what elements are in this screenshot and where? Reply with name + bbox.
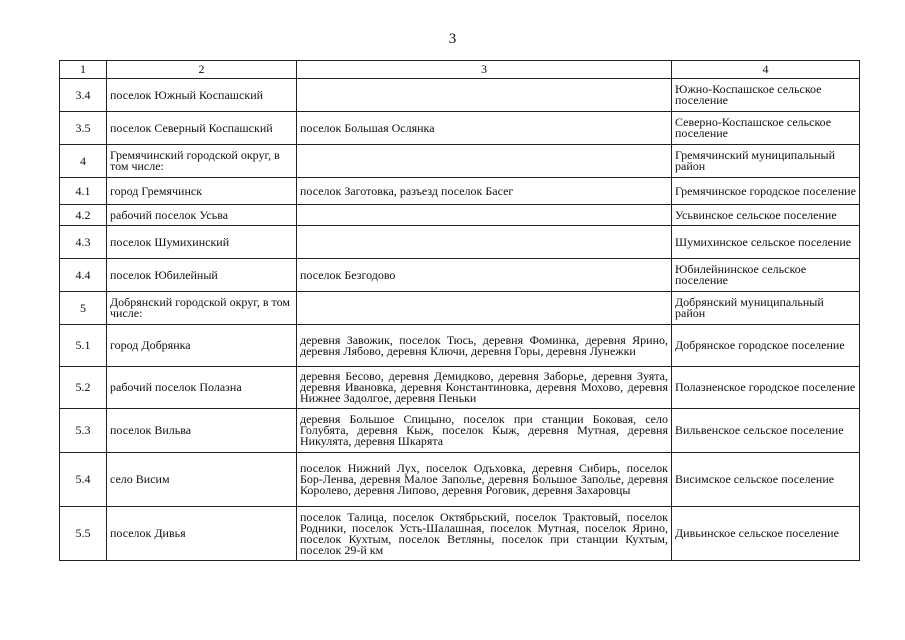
- municipality-name: Южно-Коспашское сельское поселение: [672, 79, 860, 112]
- row-number: 3.5: [60, 112, 107, 145]
- row-number: 5.4: [60, 453, 107, 507]
- settlement-name: Гремячинский городской округ, в том числе:: [107, 145, 297, 178]
- settlement-name: город Добрянка: [107, 325, 297, 367]
- column-header: 3: [297, 61, 672, 79]
- included-settlements: поселок Талица, поселок Октябрьский, поселок Трактовый, поселок Родники, поселок Усть-Шалашная, поселок Мутная, поселок Ярино, поселок Кухтым, поселок Ветляны, поселок при станции Кухтым, поселок 29-й км: [297, 507, 672, 561]
- municipality-name: Северно-Коспашское сельское поселение: [672, 112, 860, 145]
- municipality-name: Гремячинский муниципальный район: [672, 145, 860, 178]
- row-number: 5.3: [60, 409, 107, 453]
- table-row: [60, 409, 860, 453]
- municipality-name: Шумихинское сельское поселение: [672, 226, 860, 259]
- settlement-name: поселок Шумихинский: [107, 226, 297, 259]
- table-row: [60, 325, 860, 367]
- settlement-name: поселок Северный Коспашский: [107, 112, 297, 145]
- table-row: [60, 292, 860, 325]
- row-number: 5.5: [60, 507, 107, 561]
- settlement-name: поселок Южный Коспашский: [107, 79, 297, 112]
- settlement-name: село Висим: [107, 453, 297, 507]
- column-header: 1: [60, 61, 107, 79]
- table-row: [60, 79, 860, 112]
- included-settlements: поселок Большая Ослянка: [297, 112, 672, 145]
- settlement-name: Добрянский городской округ, в том числе:: [107, 292, 297, 325]
- municipality-name: Дивьинское сельское поселение: [672, 507, 860, 561]
- municipality-name: Усьвинское сельское поселение: [672, 205, 860, 226]
- settlements-table: [59, 60, 860, 561]
- settlement-name: рабочий поселок Полазна: [107, 367, 297, 409]
- included-settlements: [297, 79, 672, 112]
- municipality-name: Добрянский муниципальный район: [672, 292, 860, 325]
- included-settlements: деревня Бесово, деревня Демидково, деревня Заборье, деревня Зуята, деревня Ивановка, деревня Константиновка, деревня Мохово, деревня Нижнее Задолгое, деревня Пеньки: [297, 367, 672, 409]
- table-row: [60, 145, 860, 178]
- settlement-name: поселок Вильва: [107, 409, 297, 453]
- settlement-name: поселок Юбилейный: [107, 259, 297, 292]
- column-header: 4: [672, 61, 860, 79]
- settlement-name: город Гремячинск: [107, 178, 297, 205]
- row-number: 4.1: [60, 178, 107, 205]
- municipality-name: Гремячинское городское поселение: [672, 178, 860, 205]
- included-settlements: деревня Большое Спицыно, поселок при станции Боковая, село Голубята, деревня Кыж, поселок Кыж, деревня Мутная, деревня Никулята, деревня Шкарята: [297, 409, 672, 453]
- included-settlements: деревня Завожик, поселок Тюсь, деревня Фоминка, деревня Ярино, деревня Лябово, деревня Ключи, деревня Горы, деревня Лунежки: [297, 325, 672, 367]
- municipality-name: Вильвенское сельское поселение: [672, 409, 860, 453]
- included-settlements: [297, 226, 672, 259]
- row-number: 4.2: [60, 205, 107, 226]
- table-row: [60, 112, 860, 145]
- row-number: 5.2: [60, 367, 107, 409]
- row-number: 3.4: [60, 79, 107, 112]
- row-number: 4: [60, 145, 107, 178]
- municipality-name: Добрянское городское поселение: [672, 325, 860, 367]
- table-row: [60, 507, 860, 561]
- table-header-row: [60, 61, 860, 79]
- municipality-name: Полазненское городское поселение: [672, 367, 860, 409]
- included-settlements: [297, 205, 672, 226]
- row-number: 5: [60, 292, 107, 325]
- included-settlements: поселок Безгодово: [297, 259, 672, 292]
- row-number: 5.1: [60, 325, 107, 367]
- municipality-name: Висимское сельское поселение: [672, 453, 860, 507]
- row-number: 4.4: [60, 259, 107, 292]
- included-settlements: [297, 292, 672, 325]
- included-settlements: поселок Заготовка, разъезд поселок Басег: [297, 178, 672, 205]
- table-row: [60, 178, 860, 205]
- column-header: 2: [107, 61, 297, 79]
- table-row: [60, 453, 860, 507]
- table-row: [60, 205, 860, 226]
- row-number: 4.3: [60, 226, 107, 259]
- table-row: [60, 259, 860, 292]
- table-row: [60, 367, 860, 409]
- page-number: 3: [448, 31, 457, 47]
- municipality-name: Юбилейнинское сельское поселение: [672, 259, 860, 292]
- table-row: [60, 226, 860, 259]
- settlement-name: рабочий поселок Усьва: [107, 205, 297, 226]
- included-settlements: поселок Нижний Лух, поселок Одъховка, деревня Сибирь, поселок Бор-Ленва, деревня Малое Заполье, деревня Большое Заполье, деревня Королево, деревня Липово, деревня Роговик, деревня Захаровцы: [297, 453, 672, 507]
- settlement-name: поселок Дивья: [107, 507, 297, 561]
- included-settlements: [297, 145, 672, 178]
